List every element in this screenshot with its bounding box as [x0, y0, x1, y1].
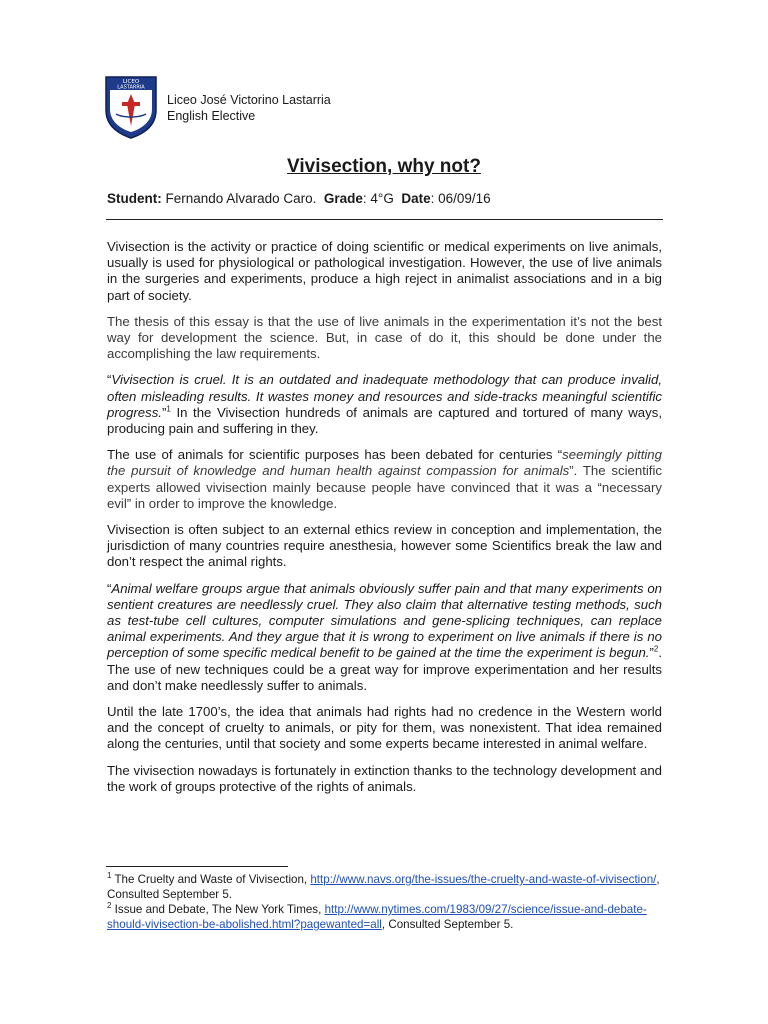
footnote-2-text: Issue and Debate, The New York Times,: [111, 903, 325, 916]
course-name: English Elective: [167, 109, 256, 123]
grade-value: 4°G: [370, 191, 394, 206]
paragraph-5: Vivisection is often subject to an external ethics review in conception and implementation, the jurisdiction of many countries require anesthesia, however some Scientifics break the law and don’t respect the animal rights.: [107, 522, 662, 570]
quote-navs: Vivisection is cruel. It is an outdated and inadequate methodology that can produce invalid, often misleading results. It wastes money and resources and side-tracks meaningful scientific progress.: [107, 372, 662, 420]
essay-body: [107, 239, 662, 805]
paragraph-1: Vivisection is the activity or practice of doing scientific or medical experiments on live animals, usually is used for physiological or pathological investigation. However, the use of live animals in the surgeries and experiments, produce a high reject in animalist associations and in a big part of society.: [107, 239, 662, 303]
paragraph-4-start: The use of animals for scientific purposes has been debated for centuries “: [107, 447, 563, 463]
footnote-1-mark: 1: [107, 871, 112, 881]
student-label: Student:: [107, 191, 162, 206]
paragraph-3-text: In the Vivisection hundreds of animals are captured and tortured of many ways, producing pain and suffering in they.: [107, 404, 662, 437]
footnote-2-mark: 2: [107, 901, 112, 911]
header-divider: [106, 219, 663, 220]
svg-text:LICEO: LICEO: [122, 79, 140, 85]
footnote-1-after: , Consulted September 5.: [107, 873, 660, 901]
paragraph-7: Until the late 1700’s, the idea that animals had rights had no credence in the Western world and the concept of cruelty to animals, or pity for them, was nonexistent. That idea remained along the centuries, until that society and some experts became interested in animal welfare.: [107, 704, 662, 752]
student-name: Fernando Alvarado Caro.: [165, 191, 317, 206]
grade-label: Grade: [323, 191, 363, 206]
essay-title-text: Vivisection, why not?: [287, 156, 481, 177]
school-name: Liceo José Victorino Lastarria: [167, 93, 331, 107]
quote-debate: seemingly pitting the pursuit of knowledge and human health against compassion for animals: [107, 447, 662, 479]
footnote-1-text: The Cruelty and Waste of Vivisection,: [111, 873, 311, 886]
quote-nytimes: Animal welfare groups argue that animals obviously suffer pain and that many experiments on sentient creatures are needlessly cruel. They also claim that alternative testing methods, such as test-tube cell cultures, computer simulations and gene-splicing techniques, can replace animal experiments. And they argue that it is wrong to experiment on live animals if there is no perception of some specific medical benefit to be gained at the time the experiment is begun.: [107, 580, 662, 661]
footnote-ref-1[interactable]: 1: [166, 404, 171, 414]
footnote-ref-2[interactable]: 2: [653, 645, 659, 655]
essay-title: [0, 156, 768, 178]
footnote-1-link[interactable]: http://www.navs.org/the-issues/the-cruelty-and-waste-of-vivisection/: [310, 873, 657, 886]
paragraph-4-rest: ”. The scientific experts allowed vivisection mainly because people have convinced that it was a “necessary evil” in order to improve the knowledge.: [107, 463, 662, 511]
paragraph-2: The thesis of this essay is that the use of live animals in the experimentation it’s not the best way for development the science. But, in case of do it, this should be done under the accomplishing the law requirements.: [107, 313, 662, 362]
svg-text:LASTARRIA: LASTARRIA: [117, 84, 145, 91]
paragraph-4: [107, 447, 662, 512]
paragraph-6-text: . The use of new techniques could be a great way for improve experimentation and her results and don’t make needlessly suffer to animals.: [107, 645, 662, 693]
footnote-2-link[interactable]: http://www.nytimes.com/1983/09/27/science/issue-and-debate-should-vivisection-be-abolished.html?pagewanted=all: [107, 903, 647, 931]
date-value: 06/09/16: [438, 191, 491, 206]
paragraph-6: “Animal welfare groups argue that animals obviously suffer pain and that many experiments on sentient creatures are needlessly cruel. They also claim that alternative testing methods, such as test-tube cell cultures, computer simulations and gene-splicing techniques, can replace animal experiments. And they argue that it is wrong to experiment on live animals if there is no perception of some specific medical benefit to be gained at the time the experiment is begun.”$^2$. The use of new techniques could be a great way for improve experimentation and her results and don’t make needlessly suffer to animals.: [107, 580, 662, 693]
footnotes: [107, 872, 667, 932]
school-header: [167, 92, 331, 124]
paragraph-3: “Vivisection is cruel. It is an outdated and inadequate methodology that can produce invalid, often misleading results. It wastes money and resources and side-tracks meaningful scientific progress.”$^1$ In the Vivisection hundreds of animals are captured and tortured of many ways, producing pain and suffering in they.: [107, 372, 662, 437]
footnote-divider: [106, 866, 288, 867]
student-info: Student: Fernando Alvarado Caro. Grade: 4°G Date: 06/09/16: [107, 191, 491, 206]
footnote-1: [107, 872, 667, 902]
school-crest-logo: [103, 74, 159, 140]
date-label: Date: [401, 191, 431, 206]
footnote-2-after: , Consulted September 5.: [381, 918, 514, 931]
paragraph-8: The vivisection nowadays is fortunately in extinction thanks to the technology development and the work of groups protective of the rights of animals.: [107, 762, 662, 794]
footnote-2: [107, 902, 667, 932]
